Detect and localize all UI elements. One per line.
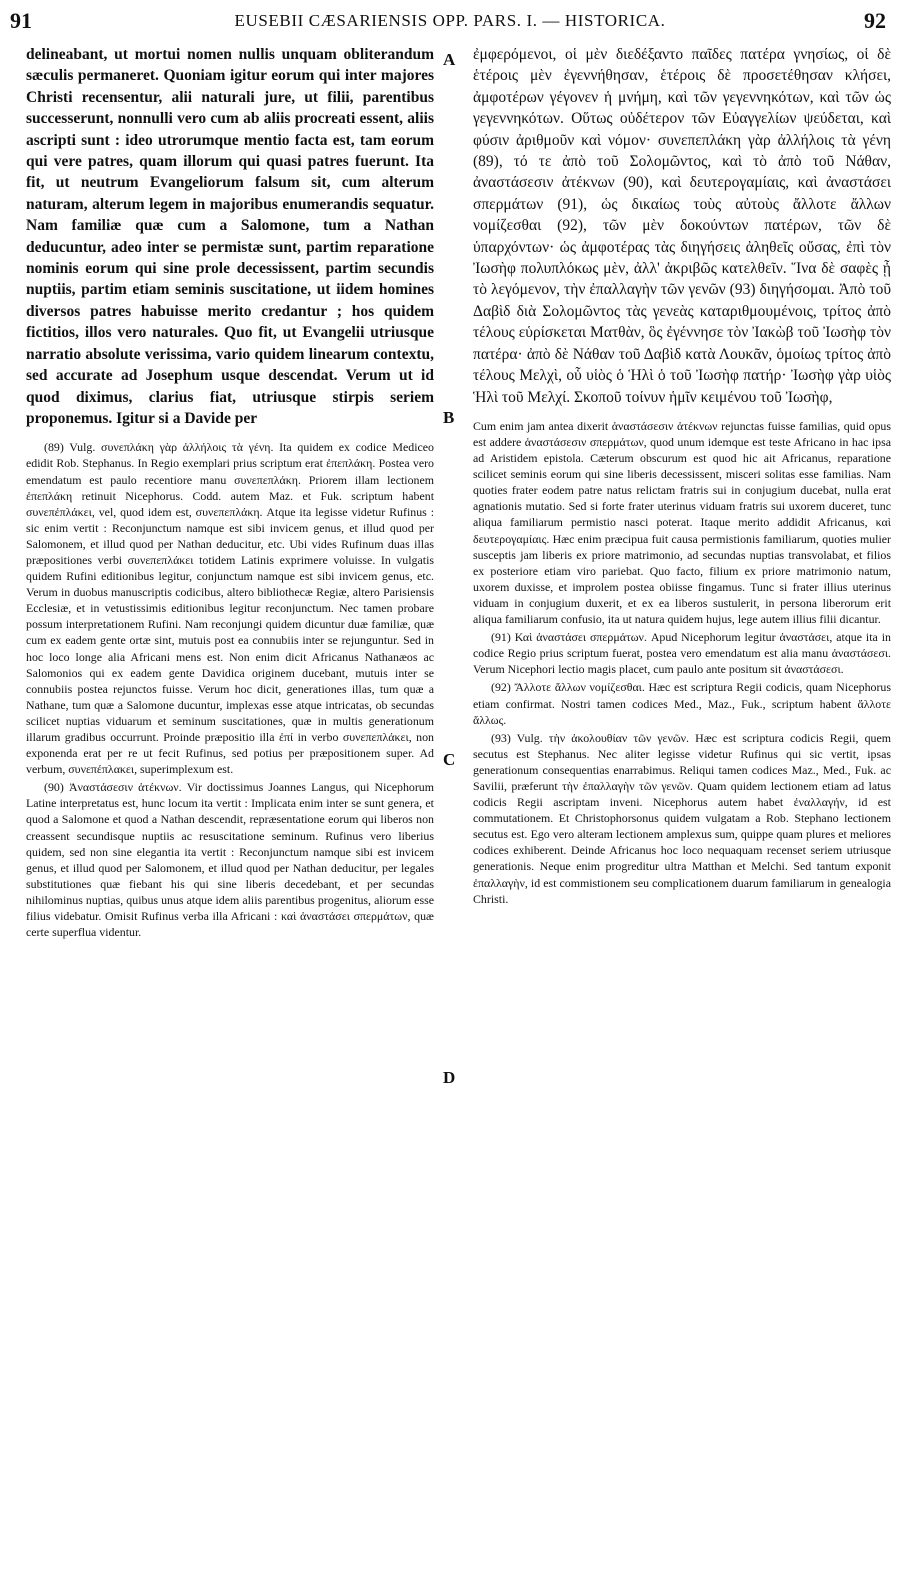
margin-marker-d: D <box>443 1068 456 1087</box>
running-header <box>10 8 890 38</box>
footnote-90-continued: Cum enim jam antea dixerit ἀναστάσεσιν ἀτέκνων rejunctas fuisse familias, quid opus est addere ἀναστάσεσιν σπερμάτων, quod unum idemque est teste Africano in hac ipsa ad Aristidem epistola. Cæterum obscurum est quod hic ait Africanus, reparatione scilicet seminis eorum qui sine liberis decessissent, misceri solitas esse familias. Nam quoties frater eodem patre natus relictam fratris sui in conjugium ducebat, nulla erat agnationis mutatio. Sed si forte frater uterinus viduam fratris sui uxorem duceret, tunc aliqua familiarum permistio nasci poterat. Itaque merito addidit Africanus, καὶ δευτερογαμίαις. Hæc enim præcipua fuit causa permistionis familiarum, quoties mulier susceptis jam liberis ex priore matrimonio, ad secundas nuptias transvolabat, et filios ex posteriore etiam viro pariebat. Quo facto, filium ex priore matrimonio natum, uxorem duxisse, et improlem posteа obiisse fingamus. Tunc si frater illius uterinus viduam in conjugium duxerit, et ex ea liberos sustulerit, in persona liberorum erit aliqua familiarum confusio, ita ut natura quidem hujus, lege autem illius filii dicantur. <box>473 418 891 627</box>
footnote-92: (92) Ἄλλοτε ἄλλων νομίζεσθαι. Hæc est scriptura Regii codicis, quam Nicephorus etiam confirmat. Nostri tamen codices Med., Maz., Fuk., scriptum habent ἄλλοτε ἄλλως. <box>473 680 891 727</box>
running-title: EUSEBII CÆSARIENSIS OPP. PARS. I. — HISTORICA. <box>234 11 666 30</box>
right-footnotes <box>473 418 891 907</box>
margin-marker-a: A <box>443 50 456 69</box>
greek-main-text: ἐμφερόμενοι, οἱ μὲν διεδέξαντο παῖδες πατέρα γνησίως, οἱ δὲ ἑτέροις μὲν ἐγεννήθησαν, ἑτέροις δὲ προσετέθησαν κλήσει, ἀμφοτέρων γέγονεν ἡ μνήμη, καὶ τῶν γεγεννηκότων, καὶ τῶν ὡς γεγεννηκότων. Οὕτως οὐδέτερον τῶν Εὐαγγελίων ψεύδεται, καὶ φύσιν ἀριθμοῦν καὶ νόμον· συνεπεπλάκη γὰρ ἀλλήλοις τὰ γένη (89), τό τε ἀπὸ τοῦ Σολομῶντος, καὶ τὸ ἀπὸ τοῦ Νάθαν, ἀναστάσεσιν ἀτέκνων (90), καὶ δευτερογαμίαις, καὶ ἀναστάσει σπερμάτων (91), ὡς δικαίως τοὺς αὐτοὺς ἄλλοτε ἄλλων νομίζεσθαι (92), τῶν μὲν δοκούντων πατέρων, τῶν δὲ ὑπαρχόντων· ὡς ἀμφοτέρας τὰς διηγήσεις ἀληθεῖς οὔσας, ἐπὶ τὸν Ἰωσὴφ πολυπλόκως μὲν, ἀλλ' ἀκριβῶς κατελθεῖν. Ἵνα δὲ σαφὲς ᾖ τὸ λεγόμενον, τὴν ἐπαλλαγὴν τῶν γενῶν (93) διηγήσομαι. Ἀπὸ τοῦ Δαβὶδ διὰ Σολομῶντος τὰς γενεὰς καταριθμουμένοις, τρίτος ἀπὸ τέλους εὑρίσκεται Ματθὰν, ὃς ἐγέννησε τὸν Ἰακὼβ τοῦ Ἰωσὴφ τὸν πατέρα· ἀπὸ δὲ Νάθαν τοῦ Δαβὶδ κατὰ Λουκᾶν, ὁμοίως τρίτος ἀπὸ τέλους Μελχὶ, οὗ υἱὸς ὁ Ἡλὶ ὁ τοῦ Ἰωσὴφ πατήρ· Ἰωσὴφ γὰρ υἱὸς Ἡλὶ τοῦ Μελχί. Σκοποῦ τοίνυν ἡμῖν κειμένου τοῦ Ἰωσὴφ, <box>473 46 891 406</box>
right-column <box>473 44 891 909</box>
page-number-right: 92 <box>864 8 886 33</box>
footnote-91: (91) Καὶ ἀναστάσει σπερμάτων. Apud Nicephorum legitur ἀναστάσει, atque ita in codice Regio prius scriptum fuerat, postea vero emendatum est alia manu ἀναστάσεσι. Verum Nicephori lectio magis placet, cum paulo ante positum sit ἀναστάσεσι. <box>473 630 891 677</box>
margin-marker-c: C <box>443 750 456 769</box>
left-column <box>26 44 434 942</box>
footnote-90: (90) Ἀναστάσεσιν ἀτέκνων. Vir doctissimus Joannes Langus, qui Nicephorum Latine interpretatus est, hunc locum ita vertit : Implicata enim inter se sunt genera, et quod a Salomone et quod a Nathan descendit, repræsentatione eorum qui liberos non creassent secundisque nuptiis ac resuscitatione seminum. Rufinus vero liberius quidem, sed non sine elegantia ita vertit : Reconjunctum namque sibi est invicem genus, et illud quod per Salomonem, et illud quod per Nathan deducitur, per legales substitutiones quæ fiebant his qui sine liberis decedebant, et per secundas nihilominus nuptias, quibus unus atque idem aliis parentibus progenitus, aliorum esse filius videbatur. Omisit Rufinus verba illa Africani : καὶ ἀναστάσει σπερμάτων, quæ certe superflua videntur. <box>26 780 434 940</box>
page-number-left: 91 <box>10 8 32 33</box>
footnote-89: (89) Vulg. συνεπλάκη γὰρ ἀλλήλοις τὰ γένη. Ita quidem ex codice Mediceo edidit Rob. Stephanus. In Regio exemplari prius scriptum erat ἐπεπλάκη. Postea vero emendatum est paulo recentiore manu συνεπεπλάκη. Priorem illam lectionem ἐπεπλάκη retinuit Nicephorus. Codd. autem Maz. et Fuk. scriptum habent συνεπέπλάκει, vel, quod idem est, συνεπεπλάκη. Atque ita legisse videtur Rufinus : sic enim vertit : Reconjunctum namque est sibi invicem genus, et illud quod per Salomonem, et illud quod per Nathan deducitur, etc. Ubi vides Rufinum duas illas præpositiones verbi συνεπεπλάκει totidem Latinis exprimere voluisse. In vulgatis quidem Rufini editionibus legitur, conjunctum namque est sibi invicem genus, etc. Verum in duobus manuscriptis codicibus, altero bibliothecæ Regiæ, altero Parisiensis Ecclesiæ, et in vetustissimis editionibus legitur reconjunctum. Nec tamen probare possum interpretationem Rufini. Nam reconjungi quidem dicuntur duæ familiæ, quæ cum ex eadem gente ortæ sint, mutuis post ea connubiis inter se rejunguntur. Sed in hoc loco longe alia Africani mens est. Non enim dicit Africanus Nathanæos ac Salomonios qui ex eadem gente Davidica originem ducebant, mutuis inter se connubiis postea rejunctos fuisse. Verum hoc dicit, generationes illas, tum quæ a Nathane, tum quæ a Salomone ducuntur, implexas esse atque intricatas, ob secundas scilicet nuptias viduarum et seminum suscitationes, quæ in multis generationum illarum gradibus occurrunt. Proinde præpositio illa ἐπί in verbo συνεπεπλάκει, non exponenda erat per re ut fecit Rufinus, sed potius per præpositionem super. Ad verbum, συνεπέπλακει, superimplexum est. <box>26 440 434 777</box>
left-footnotes <box>26 439 434 940</box>
margin-marker-b: B <box>443 408 455 427</box>
latin-main-text: delineabant, ut mortui nomen nullis unquam obliterandum sæculis permaneret. Quoniam igitur eorum qui inter majores Christi recensentur, alii naturali jure, ut filii, parentibus successerunt, nonnulli vero cum ab aliis procreati essent, aliis ascripti sunt : ideo utrorumque mentio facta est, tam eorum qui vere patres, quam illorum qui quasi patres fuerunt. Ita fit, ut neutrum Evangeliorum falsum sit, cum alterum naturam, alterum legem in majoribus enumerandis sequatur. Nam familiæ quæ cum a Salomone, tum a Nathan deducuntur, adeo inter se permistæ sunt, partim reparatione nominis eorum qui sine prole decessissent, partim secundis nuptiis, partim etiam seminis suscitatione, ut iidem homines diversos patres habuisse merito credantur ; hos quidem fictitios, illos vero naturales. Quo fit, ut Evangelii utriusque narratio absolute verissima, vario quidem linearum contextu, sed accurate ad Josephum usque descendat. Verum ut id quod diximus, clarius fiat, utriusque stirpis seriem proponemus. Igitur si a Davide per <box>26 46 434 427</box>
footnote-93: (93) Vulg. τὴν ἀκολουθίαν τῶν γενῶν. Hæc est scriptura codicis Regii, quem secutus est Stephanus. Nec aliter legisse videtur Rufinus qui sic vertit, ipsas generationum consequentias enarrabimus. Reliqui tamen codices Maz., Med., Fuk. ac Savilii, præferunt τὴν ἐπαλλαγὴν τῶν γενῶν. Quam quidem lectionem etiam ad latus codicis Regii ascriptam inveni. Nicephorus autem habet ἐναλλαγήν, id est commutationem. Et Christophorsonus quidem vulgatam a Rob. Stephano lectionem secutus est. Ego vero alteram lectionem amplexus sum, quippe quam plures et meliores codices exhiberent. Deinde Africanus hoc loco nequaquam recenset seriem utriusque generationis. Neque enim progreditur ultra Matthan et Melchi. Sed tantum exponit ἐπαλλαγὴν, id est commistionem seu complicationem duarum familiarum in genealogia Christi. <box>473 730 891 906</box>
